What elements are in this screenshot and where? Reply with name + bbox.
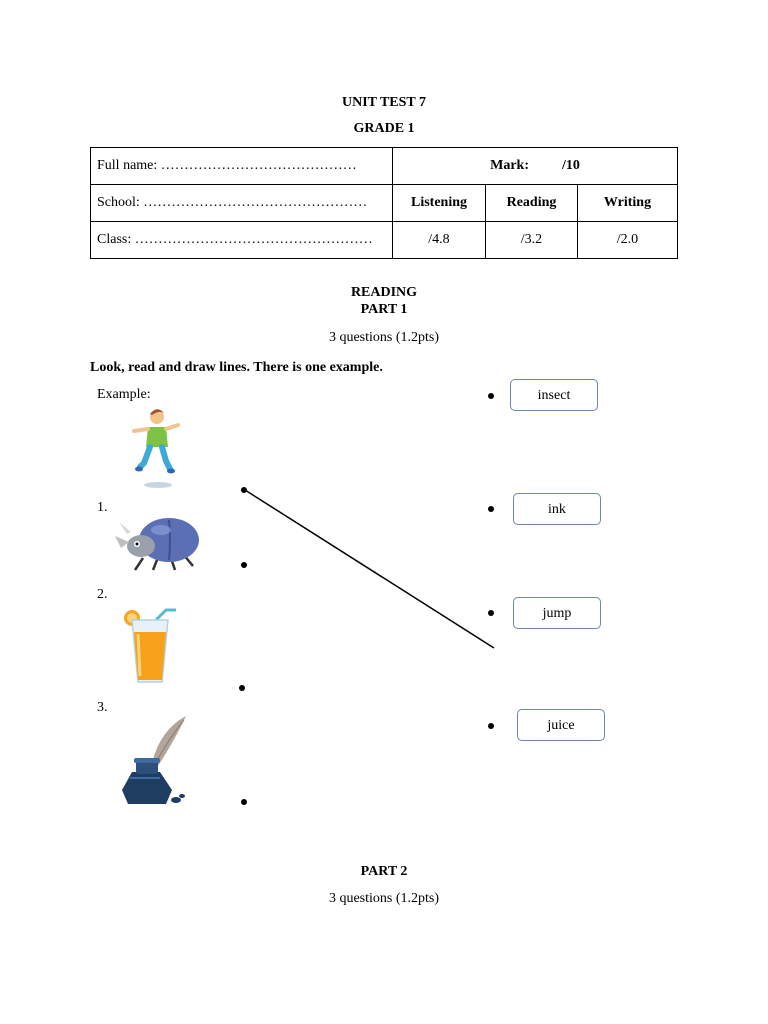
- reading-heading: READING: [350, 285, 418, 300]
- left-dot-2[interactable]: [239, 685, 245, 691]
- school-field[interactable]: School: …………………………………………: [91, 185, 393, 222]
- student-info-table: [90, 147, 678, 259]
- item-number-1: 1.: [97, 500, 108, 515]
- reading-score: /3.2: [486, 222, 578, 259]
- example-label: Example:: [97, 387, 151, 402]
- class-field[interactable]: Class: ……………………………………………: [91, 222, 393, 259]
- word-box-insect[interactable]: insect: [510, 379, 598, 411]
- part2-heading: PART 2: [360, 864, 408, 879]
- left-dot-1[interactable]: [241, 562, 247, 568]
- word-box-ink[interactable]: ink: [513, 493, 601, 525]
- mark-total: /10: [562, 158, 580, 173]
- mark-cell: [393, 148, 678, 185]
- part2-questions: 3 questions (1.2pts): [328, 891, 440, 906]
- part1-questions: 3 questions (1.2pts): [328, 330, 440, 345]
- item-number-3: 3.: [97, 700, 108, 715]
- listening-score: /4.8: [393, 222, 486, 259]
- full-name-field[interactable]: Full name: ……………………………………: [91, 148, 393, 185]
- item-number-2: 2.: [97, 587, 108, 602]
- right-dot-juice[interactable]: [488, 723, 494, 729]
- left-dot-example[interactable]: [241, 487, 247, 493]
- right-dot-ink[interactable]: [488, 506, 494, 512]
- right-dot-insect[interactable]: [488, 393, 494, 399]
- grade-title: GRADE 1: [353, 121, 415, 136]
- writing-header: Writing: [578, 185, 678, 222]
- boy-jumping-picture: [126, 405, 186, 491]
- left-dot-3[interactable]: [241, 799, 247, 805]
- word-box-juice[interactable]: juice: [517, 709, 605, 741]
- listening-header: Listening: [393, 185, 486, 222]
- instruction: Look, read and draw lines. There is one example.: [90, 360, 383, 375]
- test-title: UNIT TEST 7: [341, 95, 427, 110]
- beetle-picture: [113, 512, 201, 572]
- part1-heading: PART 1: [360, 302, 408, 317]
- ink-pot-picture: [116, 712, 192, 810]
- right-dot-jump[interactable]: [488, 610, 494, 616]
- writing-score: /2.0: [578, 222, 678, 259]
- word-box-jump[interactable]: jump: [513, 597, 601, 629]
- juice-glass-picture: [122, 608, 178, 686]
- reading-header: Reading: [486, 185, 578, 222]
- mark-label: Mark:: [490, 158, 529, 173]
